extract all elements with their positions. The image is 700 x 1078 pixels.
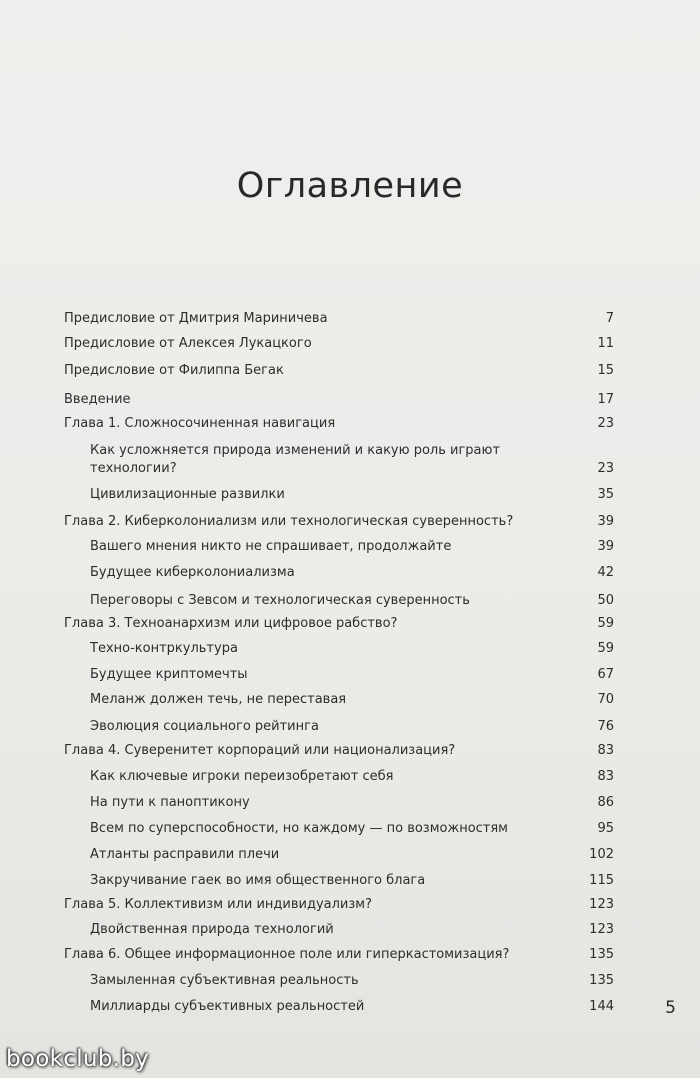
- toc-entry-page: 67: [597, 667, 614, 682]
- toc-entry-page: 76: [597, 719, 614, 734]
- toc-entry-page: 123: [589, 897, 614, 912]
- toc-entry-page: 7: [605, 311, 614, 326]
- toc-entry: [64, 742, 614, 760]
- toc-entry: [64, 391, 614, 409]
- toc-entry-text: Двойственная природа технологий: [90, 922, 334, 937]
- toc-entry: [90, 718, 614, 736]
- toc-entry-text: Глава 2. Киберколониализм или технологическая суверенность?: [64, 514, 514, 529]
- toc-entry-text: Глава 4. Суверенитет корпораций или национализация?: [64, 743, 456, 758]
- toc-entry-text: Глава 1. Сложносочиненная навигация: [64, 416, 336, 431]
- toc-entry-text: Всем по суперспособности, но каждому — по возможностям: [90, 821, 508, 836]
- toc-entry-page: 59: [597, 641, 614, 656]
- toc-entry-text: Введение: [64, 392, 131, 407]
- toc-entry: [90, 592, 614, 610]
- toc-entry-page: 42: [597, 565, 614, 580]
- toc-entry-text: Как усложняется природа изменений и какую роль играют технологии?: [90, 443, 501, 476]
- toc-entry-text: Предисловие от Алексея Лукацкого: [64, 336, 312, 351]
- toc-entry-page: 123: [589, 922, 614, 937]
- toc-entry: [90, 768, 614, 786]
- toc-entry-page: 83: [597, 743, 614, 758]
- toc-entry: [90, 998, 614, 1016]
- toc-entry: [64, 415, 614, 433]
- toc-entry-text: Атланты расправили плечи: [90, 847, 280, 862]
- toc-entry: [90, 486, 614, 504]
- toc-entry-text: Глава 3. Техноанархизм или цифровое рабство?: [64, 616, 398, 631]
- toc-entry-page: 23: [597, 461, 614, 476]
- toc-entry: [64, 310, 614, 328]
- toc-entry-text: Меланж должен течь, не переставая: [90, 692, 347, 707]
- toc-entry: [64, 362, 614, 380]
- toc-entry-page: 70: [597, 692, 614, 707]
- toc-entry-page: 83: [597, 769, 614, 784]
- toc-entry-text: На пути к паноптикону: [90, 795, 250, 810]
- watermark: bookclub.by: [6, 1046, 150, 1072]
- toc-entry-page: 135: [589, 947, 614, 962]
- toc-entry-text: Замыленная субъективная реальность: [90, 973, 359, 988]
- toc-entry-page: 39: [597, 539, 614, 554]
- toc-entry: [64, 513, 614, 531]
- toc-entry-text: Как ключевые игроки переизобретают себя: [90, 769, 394, 784]
- toc-entry-page: 39: [597, 514, 614, 529]
- toc-entry: [64, 896, 614, 914]
- toc-entry: [90, 666, 614, 684]
- toc-entry-page: 144: [589, 999, 614, 1014]
- toc-entry: [90, 921, 614, 939]
- toc-entry-text: Будущее киберколониализма: [90, 565, 295, 580]
- toc-entry: [90, 820, 614, 838]
- toc-entry: [90, 538, 614, 556]
- toc-entry: [90, 442, 614, 478]
- toc-entry-text: Эволюция социального рейтинга: [90, 719, 319, 734]
- toc-entry-page: 15: [597, 363, 614, 378]
- toc-entry-page: 115: [589, 873, 614, 888]
- toc-entry-text: Предисловие от Филиппа Бегак: [64, 363, 284, 378]
- toc-entry-page: 59: [597, 616, 614, 631]
- toc-entry: [90, 691, 614, 709]
- toc-entry-text: Предисловие от Дмитрия Мариничева: [64, 311, 328, 326]
- toc-entry-page: 50: [597, 593, 614, 608]
- toc-entry: [64, 335, 614, 353]
- toc-entry-text: Миллиарды субъективных реальностей: [90, 999, 365, 1014]
- toc-entry-page: 11: [597, 336, 614, 351]
- toc-entry-page: 17: [597, 392, 614, 407]
- toc-entry: [90, 972, 614, 990]
- page-title: Оглавление: [236, 166, 464, 206]
- toc-entry-page: 95: [597, 821, 614, 836]
- toc-entry-text: Глава 6. Общее информационное поле или гиперкастомизация?: [64, 947, 510, 962]
- toc-entry: [90, 640, 614, 658]
- page-number: 5: [665, 998, 676, 1018]
- toc-entry: [90, 564, 614, 582]
- toc-entry-text: Переговоры с Зевсом и технологическая суверенность: [90, 593, 470, 608]
- toc-entry: [64, 946, 614, 964]
- toc-entry-text: Глава 5. Коллективизм или индивидуализм?: [64, 897, 372, 912]
- toc-entry-page: 102: [589, 847, 614, 862]
- toc-entry: [90, 846, 614, 864]
- toc-entry: [90, 872, 614, 890]
- toc-entry-page: 135: [589, 973, 614, 988]
- toc-entry-text: Закручивание гаек во имя общественного блага: [90, 873, 426, 888]
- toc-entry: [90, 794, 614, 812]
- toc-entry-text: Техно-контркультура: [90, 641, 238, 656]
- toc-entry-page: 23: [597, 416, 614, 431]
- toc-entry-page: 35: [597, 487, 614, 502]
- toc-entry-text: Будущее криптомечты: [90, 667, 248, 682]
- toc-entry-text: Вашего мнения никто не спрашивает, продолжайте: [90, 539, 452, 554]
- toc-entry-text: Цивилизационные развилки: [90, 487, 285, 502]
- toc-entry-page: 86: [597, 795, 614, 810]
- toc-entry: [64, 615, 614, 633]
